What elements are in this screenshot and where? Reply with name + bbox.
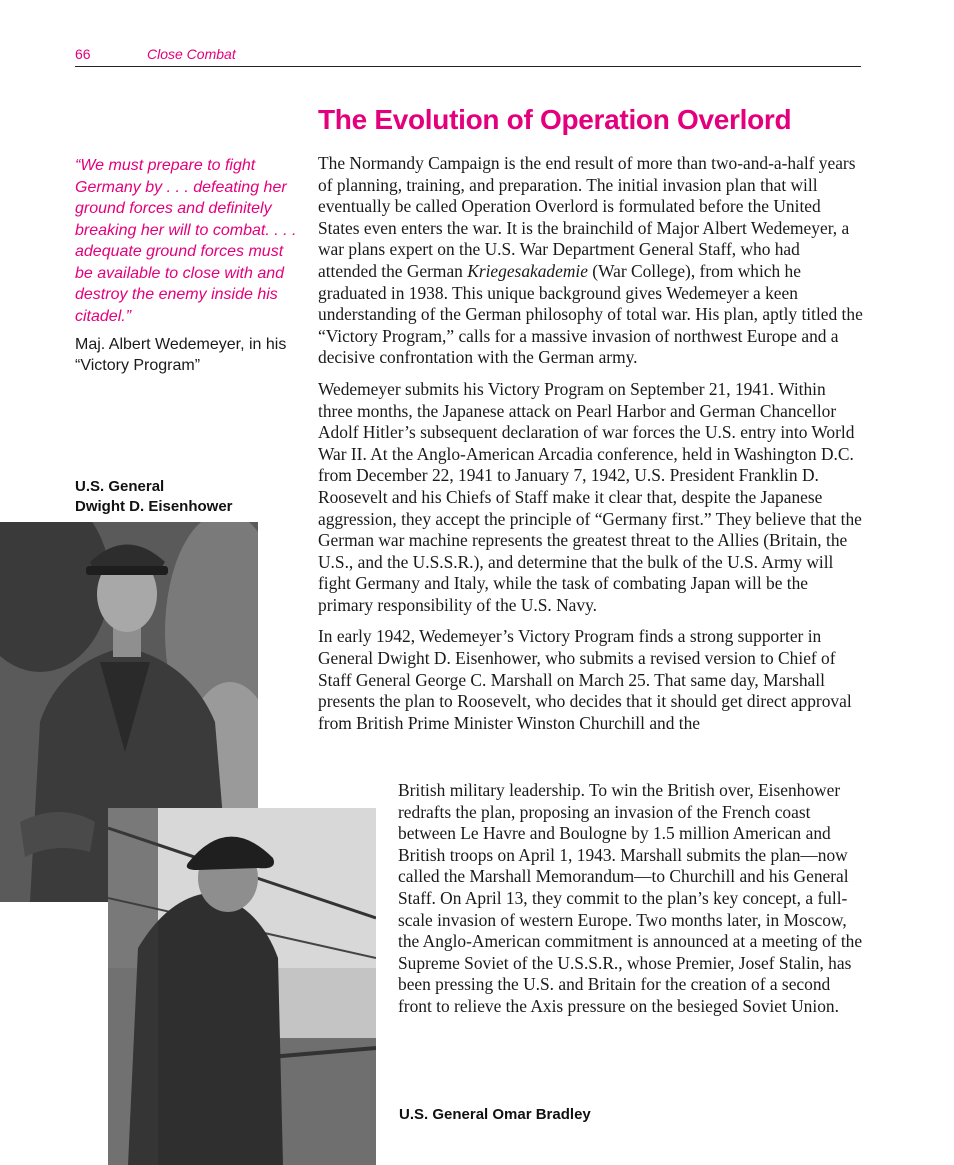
bradley-caption: U.S. General Omar Bradley — [399, 1106, 591, 1123]
body-paragraph-3: In early 1942, Wedemeyer’s Victory Program finds a strong supporter in General Dwight D. Eisenhower, who submits a revised version to Chief of Staff General George C. Marshall on March 25. That same day, Marshall presents the plan to Roosevelt, who decides that it should get direct approval from British Prime Minister Winston Churchill and the — [318, 626, 852, 733]
eisenhower-caption-line2: Dwight D. Eisenhower — [75, 498, 233, 515]
body-paragraph-1 — [318, 153, 863, 369]
sidebar-quote: “We must prepare to fight Germany by . . . defeating her ground forces and definitely breaking her will to combat. . . . adequate ground forces must be available to close with and destroy the enemy inside his citadel.” — [75, 157, 297, 325]
bradley-photo — [108, 808, 376, 1165]
article-body-continued — [398, 780, 863, 1018]
body-paragraph-1-part-b: (War College), from which he graduated in 1938. This unique background gives Wedemeyer a keen understanding of the German philosophy of total war. His plan, aptly titled the “Victory Program,” calls for a massive invasion of northwest Europe and a decisive confrontation with the German army. — [318, 260, 863, 368]
eisenhower-caption — [75, 477, 275, 517]
quote-attribution: Maj. Albert Wedemeyer, in his “Victory Program” — [75, 336, 287, 374]
body-paragraph-1-part-a: The Normandy Campaign is the end result of more than two-and-a-half years of planning, training, and preparation. The initial invasion plan that will eventually be called Operation Overlord is formulated before the United States even enters the war. It is the brainchild of Major Albert Wedemeyer, a war plans expert on the U.S. War Department General Staff, who had attended the German — [318, 153, 856, 281]
eisenhower-caption-line1: U.S. General — [75, 478, 165, 495]
article-body — [318, 153, 863, 744]
body-paragraph-2: Wedemeyer submits his Victory Program on September 21, 1941. Within three months, the Japanese attack on Pearl Harbor and German Chancellor Adolf Hitler’s subsequent declaration of war forces the U.S. entry into World War II. At the Anglo-American Arcadia conference, held in Washington D.C. from December 22, 1941 to January 7, 1942, U.S. President Franklin D. Roosevelt and his Chiefs of Staff make it clear that, despite the Japanese aggression, they accept the principle of “Germany first.” They believe that the German war machine represents the greatest threat to the Allies (Britain, the U.S., and the U.S.S.R.), and determine that the bulk of the U.S. Army will fight Germany and Italy, while the task of combating Japan will be the primary responsibility of the U.S. Navy. — [318, 378, 862, 615]
article-title: The Evolution of Operation Overlord — [318, 104, 792, 135]
body-paragraph-3-continued: British military leadership. To win the British over, Eisenhower redrafts the plan, proposing an invasion of the French coast between Le Havre and Boulogne by 1.5 million American and British troops on April 1, 1943. Marshall submits the plan—now called the Marshall Memorandum—to Churchill and his General Staff. On April 13, they commit to the plan’s key concept, a full-scale invasion of western Europe. Two months later, in Moscow, the Anglo-American commitment is announced at a meeting of the Supreme Soviet of the U.S.S.R., whose Premier, Josef Stalin, has been pressing the U.S. and Britain for the creation of a second front to relieve the Axis pressure on the besieged Soviet Union. — [398, 780, 863, 1016]
running-title: Close Combat — [147, 46, 236, 62]
kriegesakademie-term: Kriegesakademie — [467, 260, 588, 281]
running-header — [75, 46, 861, 67]
page-number: 66 — [75, 46, 91, 62]
